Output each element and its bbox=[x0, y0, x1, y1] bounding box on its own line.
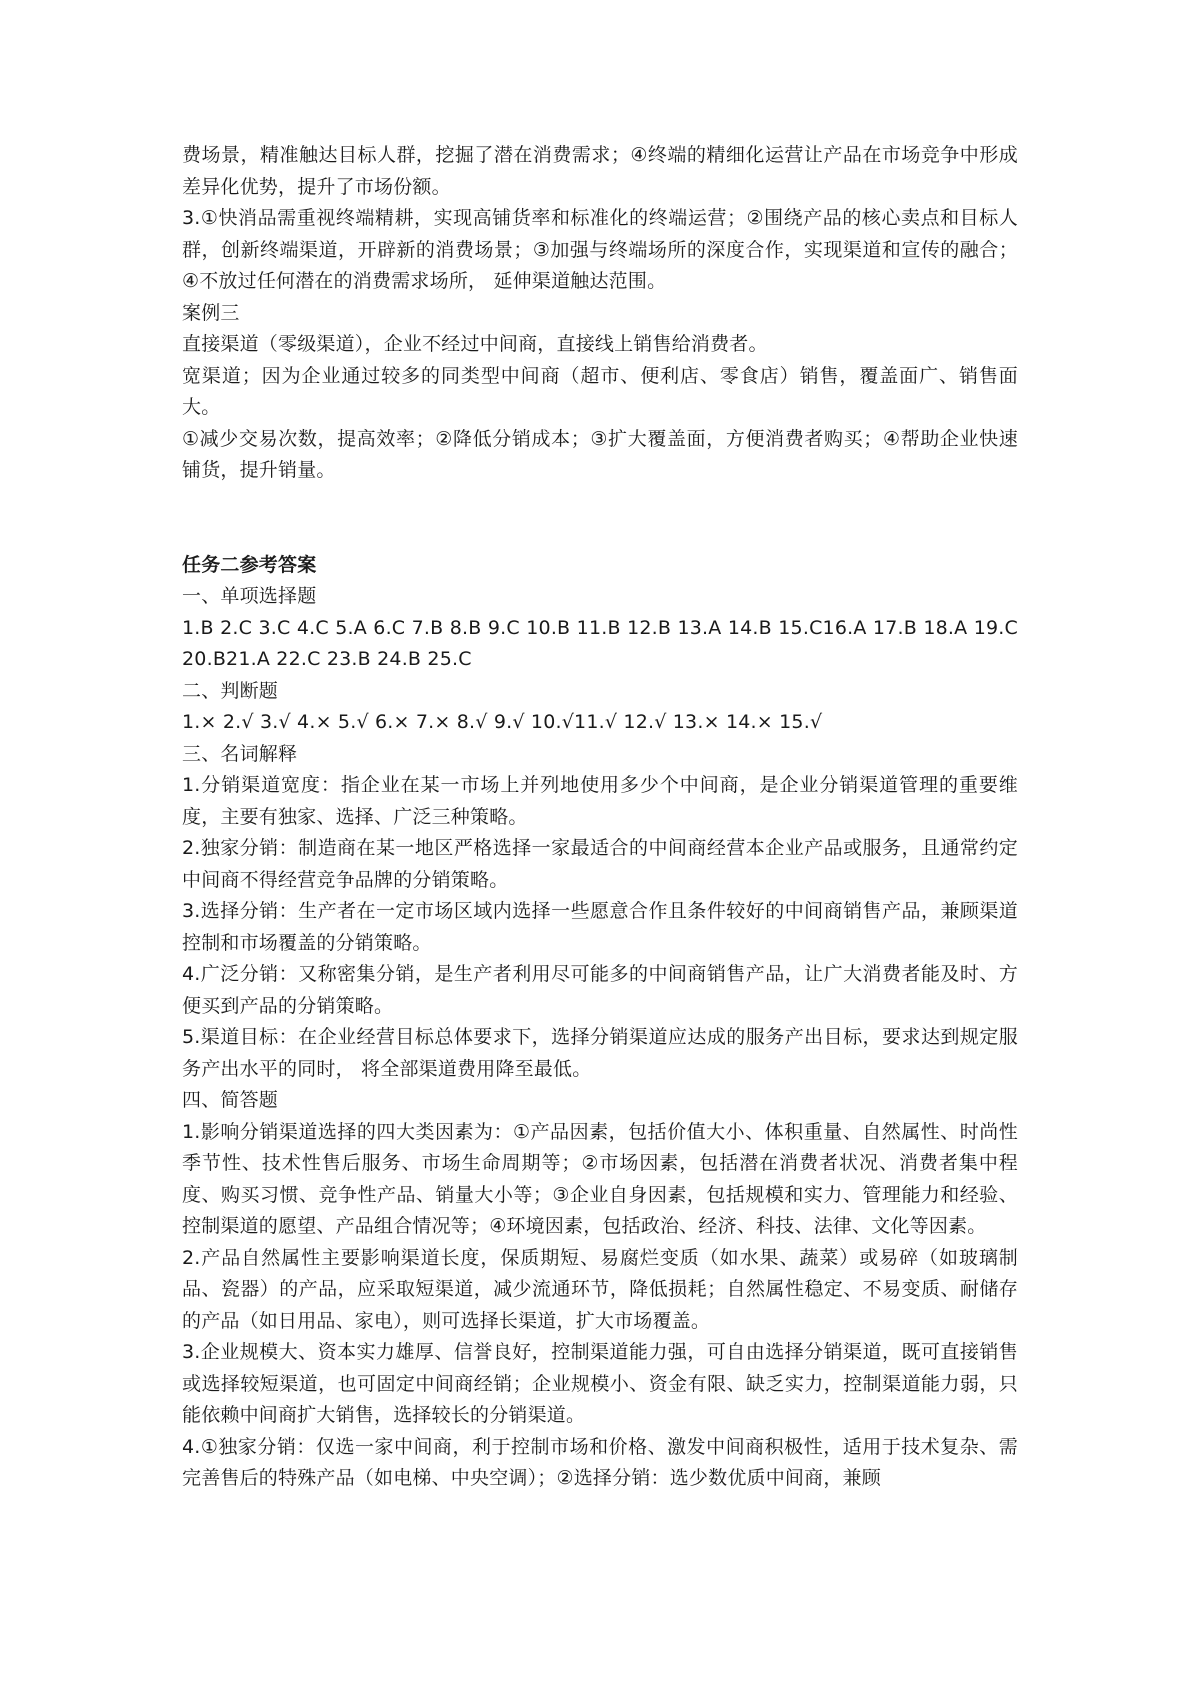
true-false-answers: 1.× 2.√ 3.√ 4.× 5.√ 6.× 7.× 8.√ 9.√ 10.√11.√ 12.√ 13.× 14.× 15.√ bbox=[182, 711, 823, 733]
short-answer-item: 3.企业规模大、资本实力雄厚、信誉良好，控制渠道能力强，可自由选择分销渠道，既可直接销售或选择较短渠道，也可固定中间商经销；企业规模小、资金有限、缺乏实力，控制渠道能力弱，只能依赖中间商扩大销售，选择较长的分销渠道。 bbox=[182, 1341, 1018, 1426]
short-answer-item: 2.产品自然属性主要影响渠道长度，保质期短、易腐烂变质（如水果、蔬菜）或易碎（如玻璃制品、瓷器）的产品，应采取短渠道，减少流通环节，降低损耗；自然属性稳定、不易变质、耐储存的产品（如日用品、家电），则可选择长渠道，扩大市场覆盖。 bbox=[182, 1246, 1018, 1332]
term-definition-heading: 三、名词解释 bbox=[182, 742, 298, 765]
section-spacer bbox=[182, 487, 1018, 550]
document-page bbox=[182, 140, 1018, 1495]
paragraph-case2-answer-3: 3.①快消品需重视终端精耕，实现高铺货率和标准化的终端运营；②围绕产品的核心卖点和目标人群，创新终端渠道，开辟新的消费场景；③加强与终端场所的深度合作，实现渠道和宣传的融合；④不放过任何潜在的消费需求场所， 延伸渠道触达范围。 bbox=[182, 207, 1018, 292]
short-answer-item: 1.影响分销渠道选择的四大类因素为：①产品因素，包括价值大小、体积重量、自然属性、时尚性季节性、技术性售后服务、市场生命周期等；②市场因素，包括潜在消费者状况、消费者集中程度、购买习惯、竞争性产品、销量大小等；③企业自身因素，包括规模和实力、管理能力和经验、控制渠道的愿望、产品组合情况等；④环境因素，包括政治、经济、科技、法律、文化等因素。 bbox=[182, 1120, 1018, 1237]
single-choice-answers: 1.B 2.C 3.C 4.C 5.A 6.C 7.B 8.B 9.C 10.B 11.B 12.B 13.A 14.B 15.C16.A 17.B 18.A 19.C 20.B21.A 22.C 23.B 24.B 25.C bbox=[182, 616, 1018, 670]
paragraph-case3-answer-3: ①减少交易次数，提高效率；②降低分销成本；③扩大覆盖面，方便消费者购买；④帮助企业快速铺货，提升销量。 bbox=[182, 427, 1018, 481]
term-definition-item: 2.独家分销：制造商在某一地区严格选择一家最适合的中间商经营本企业产品或服务，且通常约定中间商不得经营竞争品牌的分销策略。 bbox=[182, 837, 1018, 891]
case3-heading: 案例三 bbox=[182, 301, 240, 324]
term-definition-item: 1.分销渠道宽度：指企业在某一市场上并列地使用多少个中间商，是企业分销渠道管理的重要维度，主要有独家、选择、广泛三种策略。 bbox=[182, 774, 1018, 828]
short-answer-item: 4.①独家分销：仅选一家中间商，利于控制市场和价格、激发中间商积极性，适用于技术复杂、需完善售后的特殊产品（如电梯、中央空调）；②选择分销：选少数优质中间商，兼顾 bbox=[182, 1435, 1018, 1489]
term-definition-item: 3.选择分销：生产者在一定市场区域内选择一些愿意合作且条件较好的中间商销售产品，兼顾渠道控制和市场覆盖的分销策略。 bbox=[182, 900, 1018, 954]
paragraph-case2-conclusion: 费场景，精准触达目标人群，挖掘了潜在消费需求；④终端的精细化运营让产品在市场竞争中形成差异化优势，提升了市场份额。 bbox=[182, 144, 1018, 198]
true-false-heading: 二、判断题 bbox=[182, 679, 279, 702]
paragraph-case3-answer-2: 宽渠道；因为企业通过较多的同类型中间商（超市、便利店、零食店）销售，覆盖面广、销售面大。 bbox=[182, 364, 1018, 418]
short-answer-heading: 四、简答题 bbox=[182, 1089, 279, 1111]
paragraph-case3-answer-1: 直接渠道（零级渠道），企业不经过中间商，直接线上销售给消费者。 bbox=[182, 333, 768, 355]
single-choice-heading: 一、单项选择题 bbox=[182, 585, 317, 607]
term-definition-item: 4.广泛分销：又称密集分销，是生产者利用尽可能多的中间商销售产品，让广大消费者能及时、方便买到产品的分销策略。 bbox=[182, 963, 1018, 1017]
term-definition-item: 5.渠道目标：在企业经营目标总体要求下，选择分销渠道应达成的服务产出目标，要求达到规定服务产出水平的同时， 将全部渠道费用降至最低。 bbox=[182, 1026, 1018, 1080]
task2-answer-title: 任务二参考答案 bbox=[182, 553, 317, 576]
